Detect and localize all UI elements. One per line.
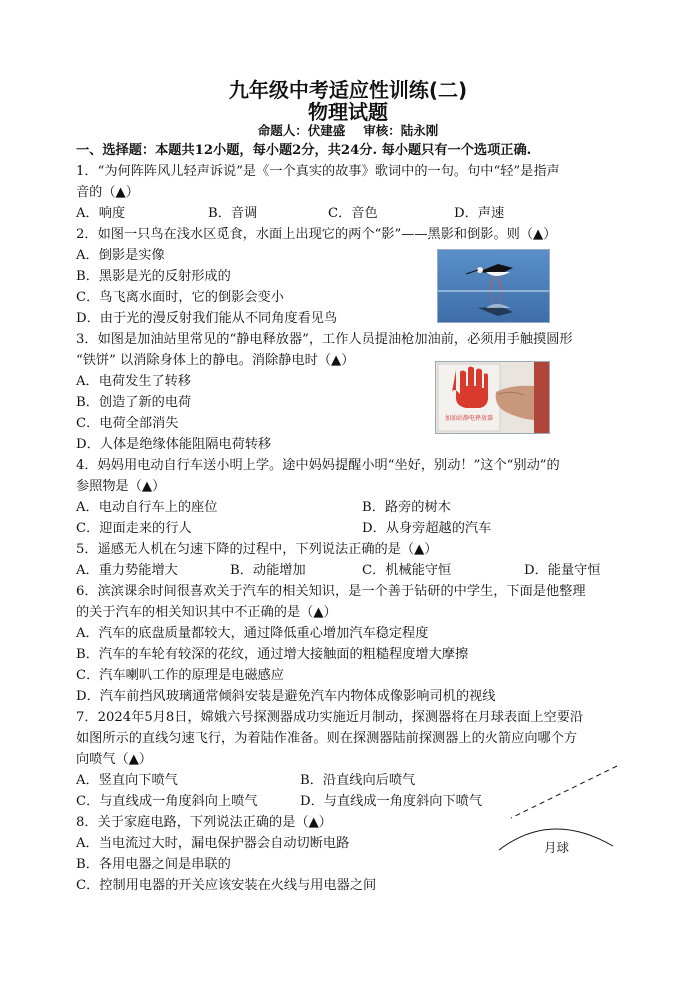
q3-option-d: D．人体是绝缘体能阻隔电荷转移 [76, 437, 272, 452]
author-line [0, 121, 696, 139]
q4-option-a: A．电动自行车上的座位 [76, 500, 218, 515]
q3-stem-1: 3．如图是加油站里常见的“静电释放器”，工作人员提油枪加油前，必须用手触摸圆形 [76, 332, 573, 347]
q5-option-d: D．能量守恒 [524, 563, 601, 578]
q3-option-c: C．电荷全部消失 [76, 416, 179, 431]
q7-option-b: B．沿直线向后喷气 [300, 773, 416, 788]
q1-option-b: B．音调 [208, 206, 258, 221]
q4-option-b: B．路旁的树木 [362, 500, 451, 515]
q2-stem: 2．如图一只鸟在浅水区觅食，水面上出现它的两个“影”——黑影和倒影。则（▲） [76, 227, 557, 242]
q1-option-a: A．响度 [76, 206, 126, 221]
author: 命题人：伏建盛 [257, 123, 346, 138]
q4-stem-2: 参照物是（▲） [76, 479, 166, 494]
q8-option-c: C．控制用电器的开关应该安装在火线与用电器之间 [76, 878, 377, 893]
q4-option-c: C．迎面走来的行人 [76, 521, 192, 536]
q7-option-c: C．与直线成一角度斜向上喷气 [76, 794, 258, 809]
q6-option-c: C．汽车喇叭工作的原理是电磁感应 [76, 668, 284, 683]
q7-stem-3: 向喷气（▲） [76, 752, 153, 767]
q7-stem-1: 7．2024年5月8日，嫦娥六号探测器成功实施近月制动，探测器将在月球表面上空要沿 [76, 710, 584, 725]
q5-stem: 5．遥感无人机在匀速下降的过程中，下列说法正确的是（▲） [76, 542, 438, 557]
q1-stem-1: 1．“为何阵阵风儿轻声诉说”是《一个真实的故事》歌词中的一句。句中“轻”是指声 [76, 164, 560, 179]
q2-option-d: D．由于光的漫反射我们能从不同角度看见鸟 [76, 311, 338, 326]
q7-stem-2: 如图所示的直线匀速飞行，为着陆作准备。则在探测器陆前探测器上的火箭应向哪个方 [76, 731, 578, 746]
q1-option-c: C．音色 [328, 206, 378, 221]
q6-option-a: A．汽车的底盘质量都较大，通过降低重心增加汽车稳定程度 [76, 626, 429, 641]
q6-stem-1: 6．滨滨课余时间很喜欢关于汽车的相关知识，是一个善于钻研的中学生，下面是他整理 [76, 584, 586, 599]
q2-option-c: C．鸟飞离水面时，它的倒影会变小 [76, 290, 284, 305]
q5-option-a: A．重力势能增大 [76, 563, 178, 578]
q1-stem-2: 音的（▲） [76, 185, 139, 200]
q5-option-b: B．动能增加 [230, 563, 306, 578]
q3-option-a: A．电荷发生了转移 [76, 374, 192, 389]
sign-text: 加油站静电释放器 [444, 415, 494, 422]
q8-stem: 8．关于家庭电路，下列说法正确的是（▲） [76, 815, 332, 830]
q6-stem-2: 的关于汽车的相关知识其中不正确的是（▲） [76, 605, 337, 620]
q6-option-d: D．汽车前挡风玻璃通常倾斜安装是避免汽车内物体成像影响司机的视线 [76, 689, 496, 704]
section-heading: 一、选择题：本题共12小题，每小题2分，共24分. 每小题只有一个选项正确. [76, 143, 532, 158]
q4-stem-1: 4．妈妈用电动自行车送小明上学。途中妈妈提醒小明“坐好，别动！”这个“别动”的 [76, 458, 560, 473]
q7-option-a: A．竖直向下喷气 [76, 773, 178, 788]
q8-option-b: B．各用电器之间是串联的 [76, 857, 231, 872]
bird-illustration [438, 250, 549, 322]
exam-subtitle: 物理试题 [308, 100, 388, 124]
q5-option-c: C．机械能守恒 [362, 563, 452, 578]
q8-option-a: A．当电流过大时，漏电保护器会自动切断电路 [76, 836, 350, 851]
q7-option-d: D．与直线成一角度斜向下喷气 [300, 794, 483, 809]
reviewer: 审核：陆永刚 [363, 123, 439, 138]
static-release-illustration [436, 362, 549, 433]
q3-option-b: B．创造了新的电荷 [76, 395, 192, 410]
q6-option-b: B．汽车的车轮有较深的花纹，通过增大接触面的粗糙程度增大摩擦 [76, 647, 469, 662]
moon-label: 月球 [544, 840, 570, 855]
trajectory-line [511, 766, 617, 818]
q2-option-a: A．倒影是实像 [76, 248, 165, 263]
q1-option-d: D．声速 [454, 206, 505, 221]
q2-option-b: B．黑影是光的反射形成的 [76, 269, 231, 284]
static-release-photo [435, 361, 550, 434]
q4-option-d: D．从身旁超越的汽车 [362, 521, 492, 536]
exam-title: 九年级中考适应性训练(二) [228, 78, 468, 102]
bird-photo [437, 249, 550, 323]
q3-stem-2: “铁饼” 以消除身体上的静电。消除静电时（▲） [76, 353, 355, 368]
